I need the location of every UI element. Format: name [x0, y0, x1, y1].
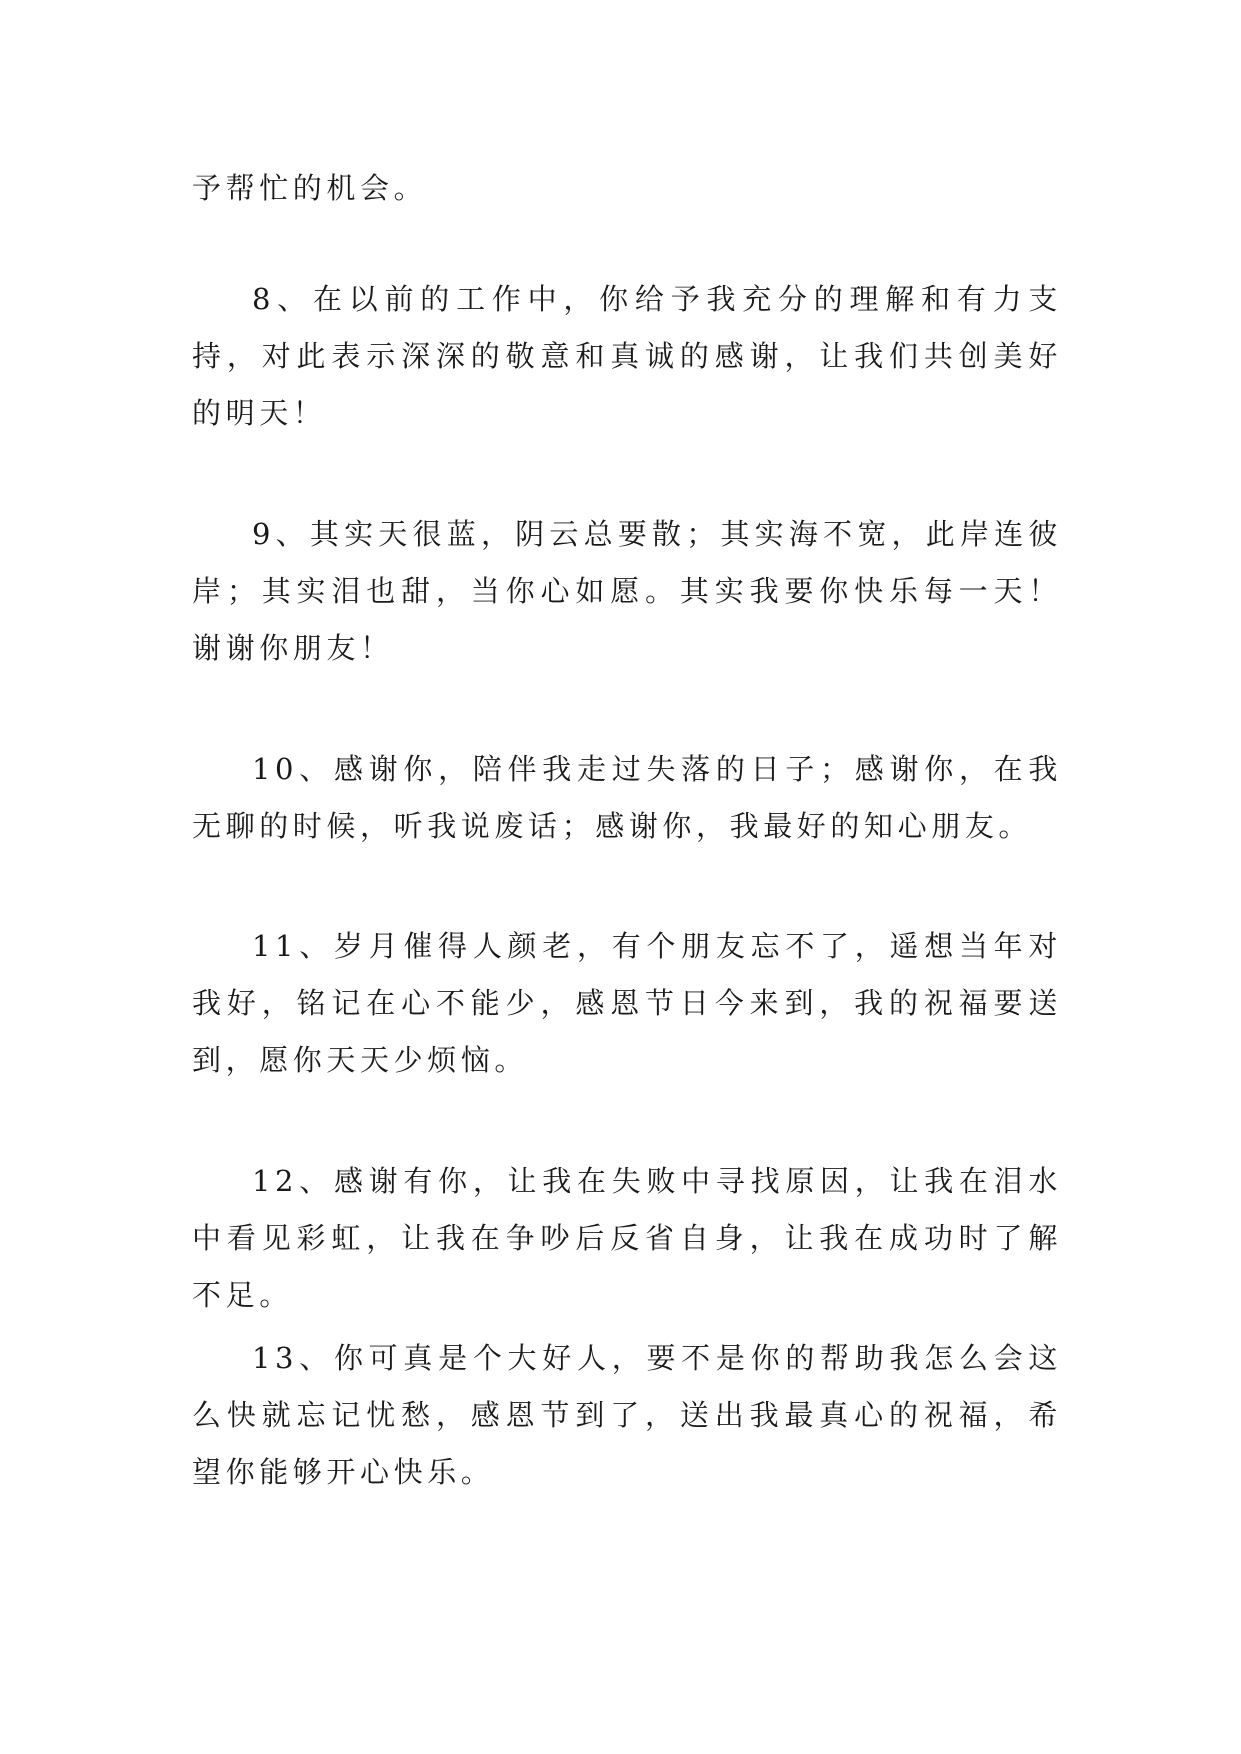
paragraph-item-11: 11、岁月催得人颜老，有个朋友忘不了，遥想当年对我好，铭记在心不能少，感恩节日今来到，我的祝福要送到，愿你天天少烦恼。 [192, 929, 1062, 1077]
paragraph-item-10: 10、感谢你，陪伴我走过失落的日子；感谢你，在我无聊的时候，听我说废话；感谢你，我最好的知心朋友。 [192, 752, 1062, 843]
paragraph-item-9: 9、其实天很蓝，阴云总要散；其实海不宽，此岸连彼岸；其实泪也甜，当你心如愿。其实我要你快乐每一天！谢谢你朋友！ [192, 517, 1062, 665]
paragraph-item-12: 12、感谢有你，让我在失败中寻找原因，让我在泪水中看见彩虹，让我在争吵后反省自身，让我在成功时了解不足。 [192, 1164, 1062, 1312]
paragraph-continuation: 予帮忙的机会。 [192, 171, 428, 205]
paragraph-item-8: 8、在以前的工作中，你给予我充分的理解和有力支持，对此表示深深的敬意和真诚的感谢，让我们共创美好的明天！ [192, 282, 1062, 430]
paragraph-item-13: 13、你可真是个大好人，要不是你的帮助我怎么会这么快就忘记忧愁，感恩节到了，送出我最真心的祝福，希望你能够开心快乐。 [192, 1341, 1062, 1489]
